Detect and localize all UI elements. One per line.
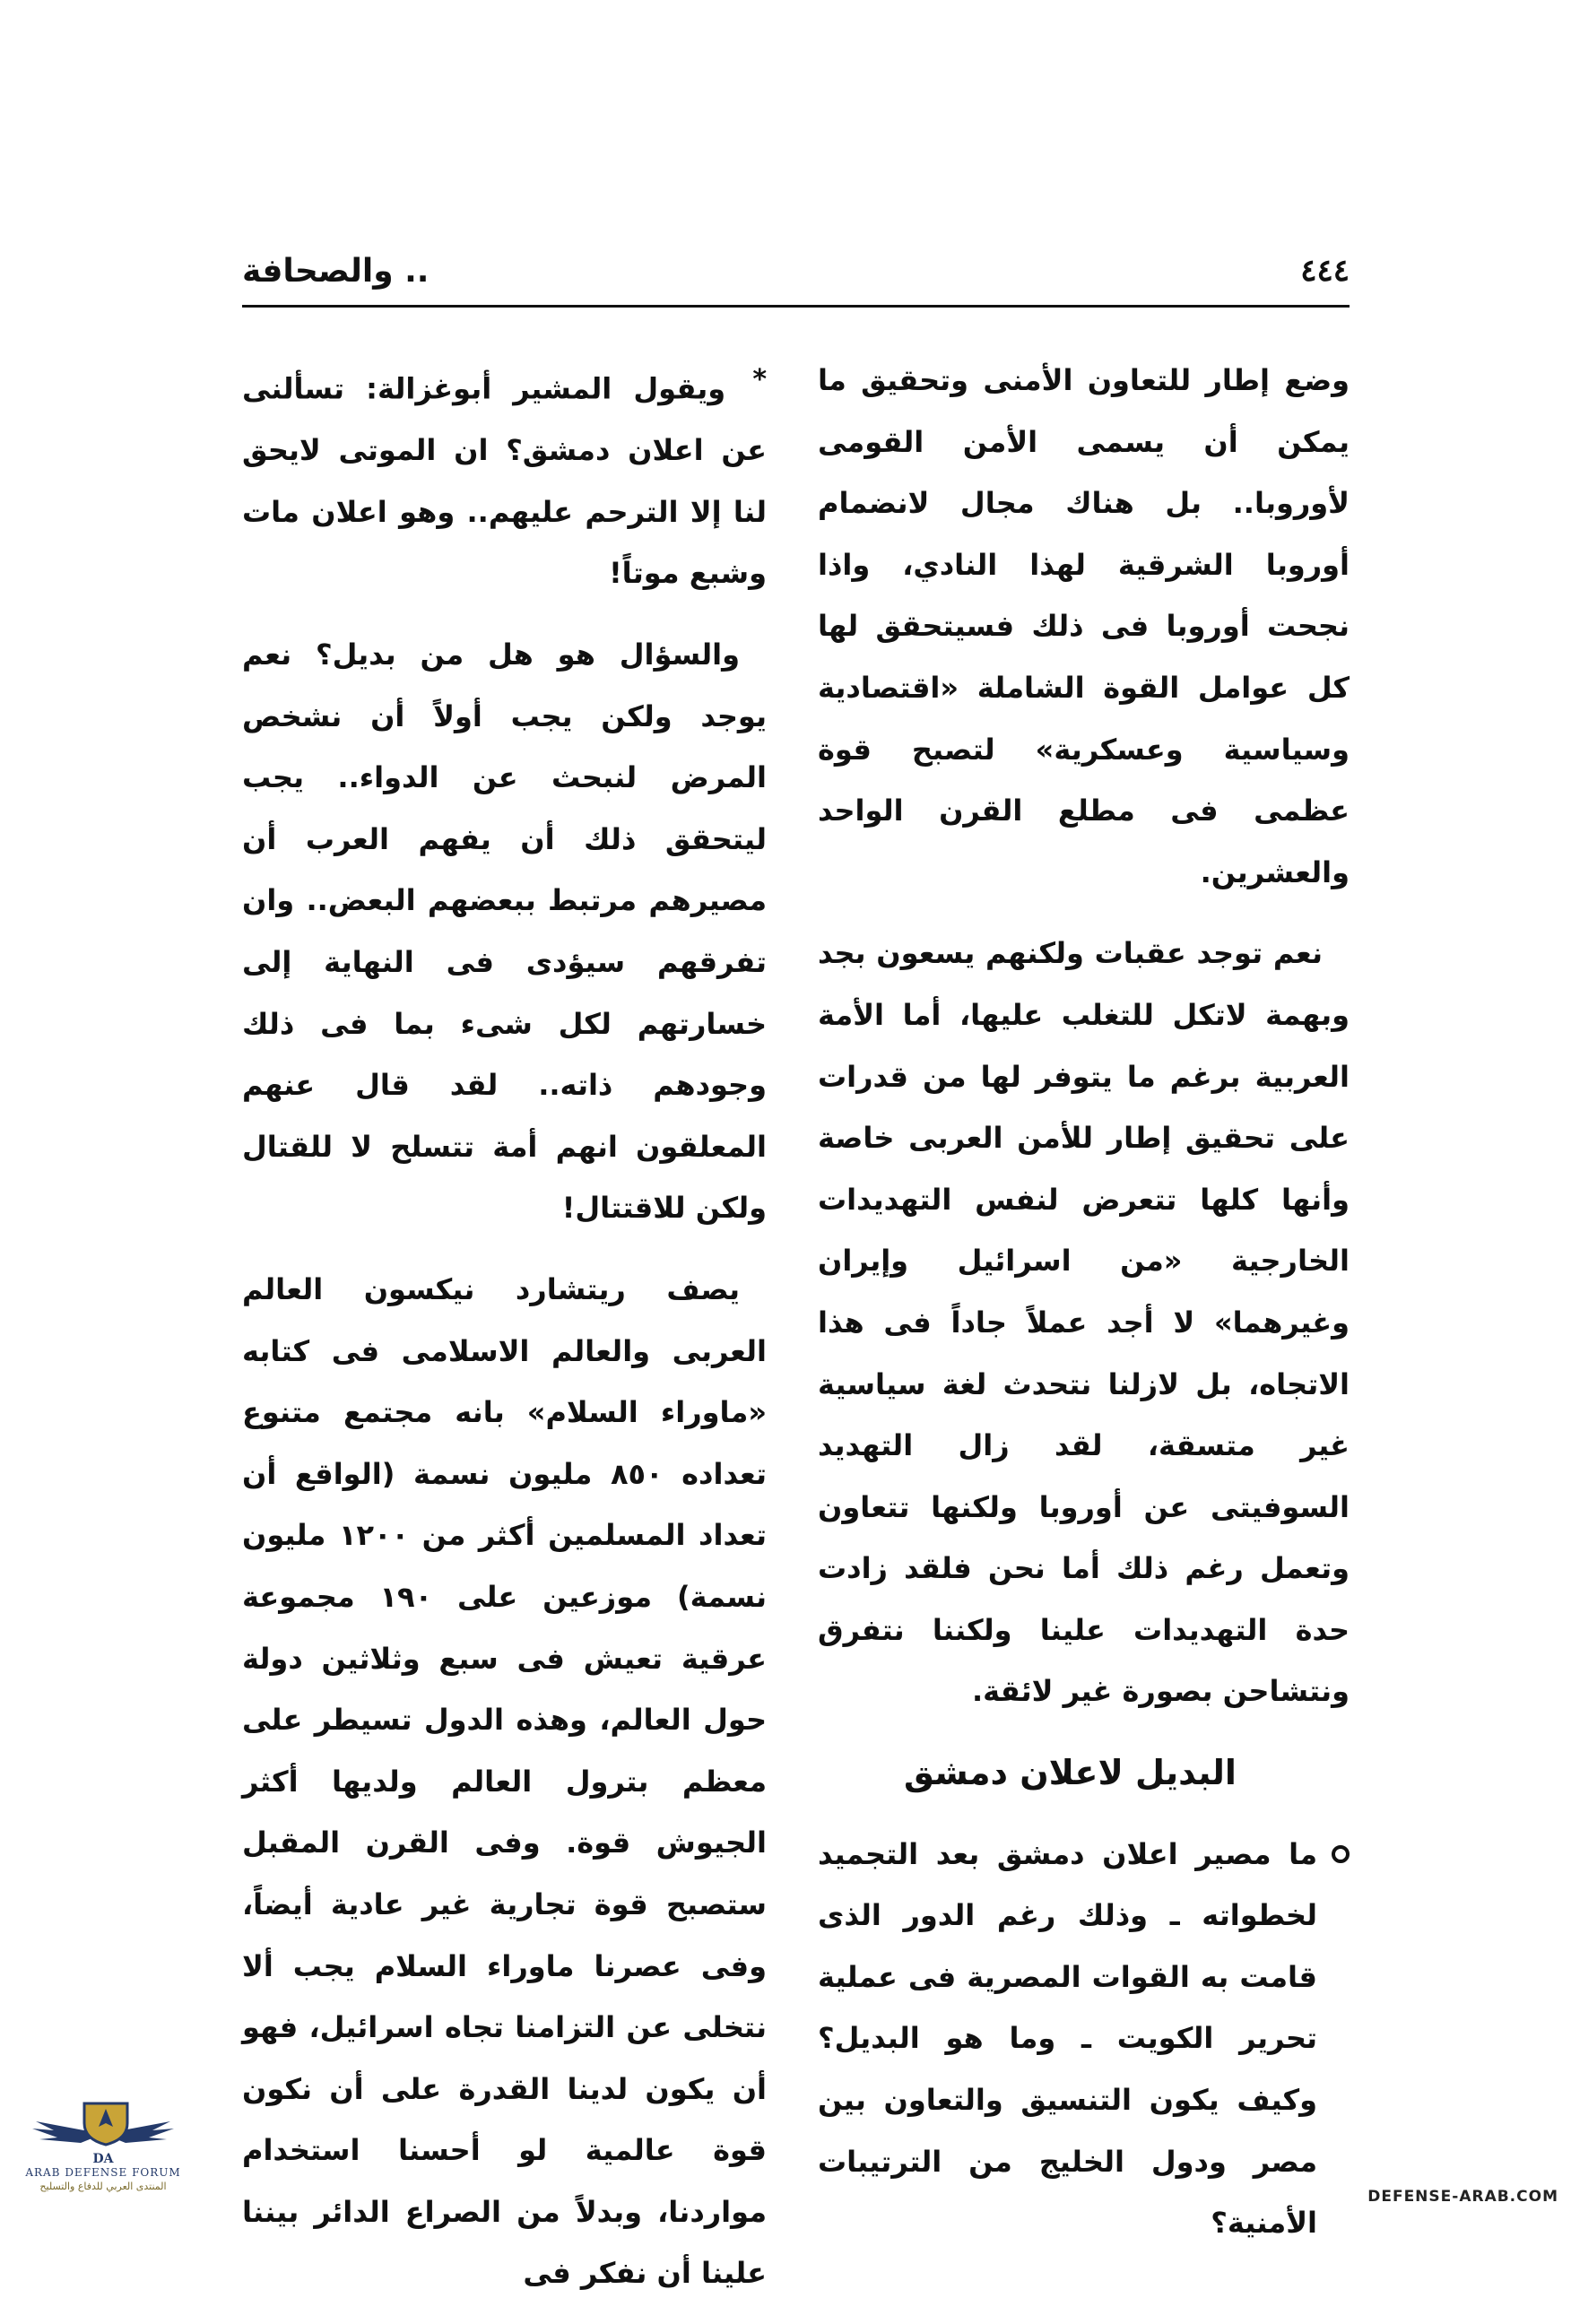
interview-question xyxy=(818,1824,1350,2254)
section-subheading: البديل لاعلان دمشق xyxy=(904,1753,1237,1793)
bullet-icon xyxy=(1332,1845,1350,1863)
running-title: .. والصحافة xyxy=(242,253,430,290)
question-text: ما مصير اعلان دمشق بعد التجميد لخطواته ـ وذلك رغم الدور الذى قامت به القوات المصرية فى عملية تحرير الكويت ـ وما هو البديل؟ وكيف يكون التنسيق والتعاون بين مصر ودول الخليج من الترتيبات الأمنية؟ xyxy=(818,1836,1317,2241)
logo-arabic-name: المنتدى العربي للدفاع والتسليح xyxy=(39,2181,167,2192)
shield-icon xyxy=(81,2100,131,2146)
right-paragraph-1: وضع إطار للتعاون الأمنى وتحقيق ما يمكن أن يسمى الأمن القومى لأوروبا.. بل هناك مجال لانضمام أوروبا الشرقية لهذا النادي، واذا نجحت أوروبا فى ذلك فسيتحقق لها كل عوامل القوة الشاملة «اقتصادية وسياسية وعسكرية» لتصبح قوة عظمى فى مطلع القرن الواحد والعشرين. xyxy=(818,363,1350,889)
left-paragraph-2: والسؤال هو هل من بديل؟ نعم يوجد ولكن يجب أولاً أن نشخص المرض لنبحث عن الدواء.. يجب ليتحقق ذلك أن يفهم العرب أن مصيرهم مرتبط ببعضهم البعض.. وان تفرقهم سيؤدى فى النهاية إلى خسارتهم لكل شىء بما فى ذلك وجودهم ذاته.. لقد قال عنهم المعلقون انهم أمة تتسلح لا للقتال ولكن للاقتتال! xyxy=(242,637,767,1226)
left-paragraph-1 xyxy=(242,350,767,604)
right-paragraph-2: نعم توجد عقبات ولكنهم يسعون بجد وبهمة لاتكل للتغلب عليها، أما الأمة العربية برغم ما يتوفر لها من قدرات على تحقيق إطار للأمن العربى خاصة وأنها كلها تتعرض لنفس التهديدات الخارجية «من اسرائيل وإيران وغيرهما» لا أجد عملاً جاداً فى هذا الاتجاه، بل لازلنا نتحدث لغة سياسية غير متسقة، لقد زال التهديد السوفيتى عن أوروبا ولكنها تتعاون وتعمل رغم ذلك أما نحن فلقد زادت حدة التهديدات علينا ولكننا نتفرق ونتشاحن بصورة غير لائقة. xyxy=(818,936,1350,1709)
left-column xyxy=(242,350,767,2324)
logo-english-name: ARAB DEFENSE FORUM xyxy=(25,2166,181,2179)
star-marker: * xyxy=(752,364,768,395)
left-paragraph-1-text: ويقول المشير أبوغزالة: تسألنى عن اعلان دمشق؟ ان الموتى لايحق لنا إلا الترحم عليهم.. وهو اعلان مات وشبع موتاً! xyxy=(242,371,767,591)
site-watermark: DEFENSE-ARAB.COM xyxy=(1367,2188,1558,2206)
header-rule xyxy=(242,305,1350,308)
left-paragraph-3: يصف ريتشارد نيكسون العالم العربى والعالم الاسلامى فى كتابه «ماوراء السلام» بانه مجتمع متنوع تعداده ٨٥٠ مليون نسمة (الواقع أن تعداد المسلمين أكثر من ١٢٠٠ مليون نسمة) موزعين على ١٩٠ مجموعة عرقية تعيش فى سبع وثلاثين دولة حول العالم، وهذه الدول تسيطر على معظم بترول العالم ولديها أكثر الجيوش قوة. وفى القرن المقبل ستصبح قوة تجارية غير عادية أيضاً، وفى عصرنا ماوراء السلام يجب ألا نتخلى عن التزامنا تجاه اسرائيل، فهو أن يكون لدينا القدرة على أن نكون قوة عالمية لو أحسنا استخدام مواردنا، وبدلاً من الصراع الدائر بيننا علينا أن نفكر فى xyxy=(242,1271,768,2291)
page-number: ٤٤٤ xyxy=(1300,253,1350,289)
logo-abbreviation: DA xyxy=(92,2152,114,2166)
right-column xyxy=(818,350,1350,2274)
forum-logo xyxy=(18,2098,188,2215)
